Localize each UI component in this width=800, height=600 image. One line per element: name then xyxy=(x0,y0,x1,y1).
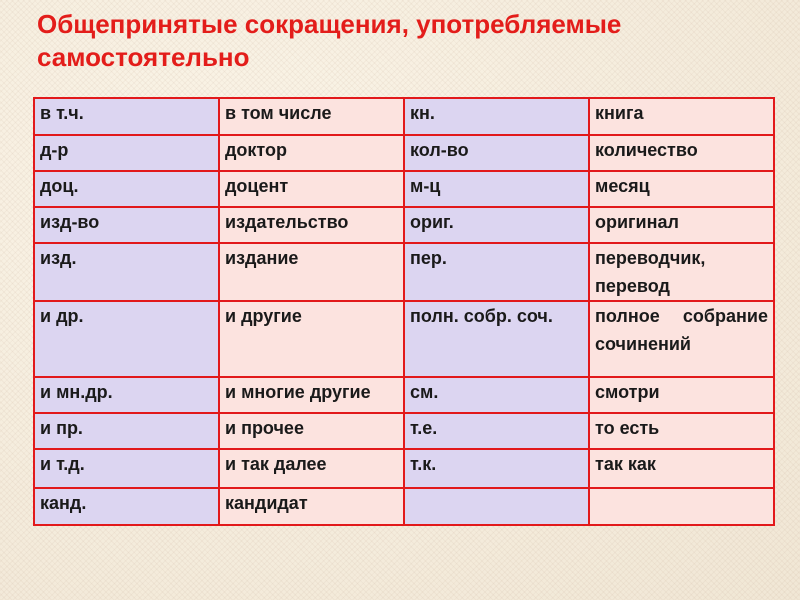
meaning-cell: смотри xyxy=(589,377,774,413)
meaning-cell: полное собрание сочинений xyxy=(589,301,774,377)
abbreviation-cell: см. xyxy=(404,377,589,413)
table-row xyxy=(34,377,774,413)
meaning-cell: месяц xyxy=(589,171,774,207)
abbreviation-cell: т.е. xyxy=(404,413,589,449)
abbreviation-cell: пер. xyxy=(404,243,589,301)
meaning-cell: доцент xyxy=(219,171,404,207)
table-row xyxy=(34,135,774,171)
abbreviations-table xyxy=(33,97,775,526)
table-row xyxy=(34,488,774,525)
abbreviation-cell: д-р xyxy=(34,135,219,171)
meaning-cell xyxy=(589,488,774,525)
abbreviation-cell: доц. xyxy=(34,171,219,207)
abbreviation-cell: т.к. xyxy=(404,449,589,488)
meaning-cell: издание xyxy=(219,243,404,301)
table-row xyxy=(34,243,774,301)
abbreviation-cell: и т.д. xyxy=(34,449,219,488)
meaning-cell: кандидат xyxy=(219,488,404,525)
meaning-cell: издательство xyxy=(219,207,404,243)
table-row xyxy=(34,98,774,135)
meaning-cell: и многие другие xyxy=(219,377,404,413)
meaning-cell: доктор xyxy=(219,135,404,171)
abbreviation-cell: изд. xyxy=(34,243,219,301)
abbreviation-cell: и пр. xyxy=(34,413,219,449)
abbreviation-cell: канд. xyxy=(34,488,219,525)
abbreviation-cell: полн. собр. соч. xyxy=(404,301,589,377)
meaning-cell: количество xyxy=(589,135,774,171)
abbreviation-cell: и мн.др. xyxy=(34,377,219,413)
abbreviation-cell: м-ц xyxy=(404,171,589,207)
meaning-cell: так как xyxy=(589,449,774,488)
meaning-cell: оригинал xyxy=(589,207,774,243)
table-row xyxy=(34,207,774,243)
meaning-cell: то есть xyxy=(589,413,774,449)
table-row xyxy=(34,301,774,377)
abbreviation-cell: в т.ч. xyxy=(34,98,219,135)
meaning-cell: и так далее xyxy=(219,449,404,488)
abbreviation-cell: изд-во xyxy=(34,207,219,243)
table-row xyxy=(34,449,774,488)
abbreviation-cell xyxy=(404,488,589,525)
meaning-cell: и прочее xyxy=(219,413,404,449)
table-row xyxy=(34,413,774,449)
abbreviation-cell: кн. xyxy=(404,98,589,135)
abbreviation-cell: кол-во xyxy=(404,135,589,171)
abbreviation-cell: ориг. xyxy=(404,207,589,243)
meaning-cell: в том числе xyxy=(219,98,404,135)
abbreviation-cell: и др. xyxy=(34,301,219,377)
meaning-cell: книга xyxy=(589,98,774,135)
table-row xyxy=(34,171,774,207)
meaning-cell: и другие xyxy=(219,301,404,377)
slide-title: Общепринятые сокращения, употребляемые самостоятельно xyxy=(37,9,622,72)
meaning-cell: переводчик, перевод xyxy=(589,243,774,301)
